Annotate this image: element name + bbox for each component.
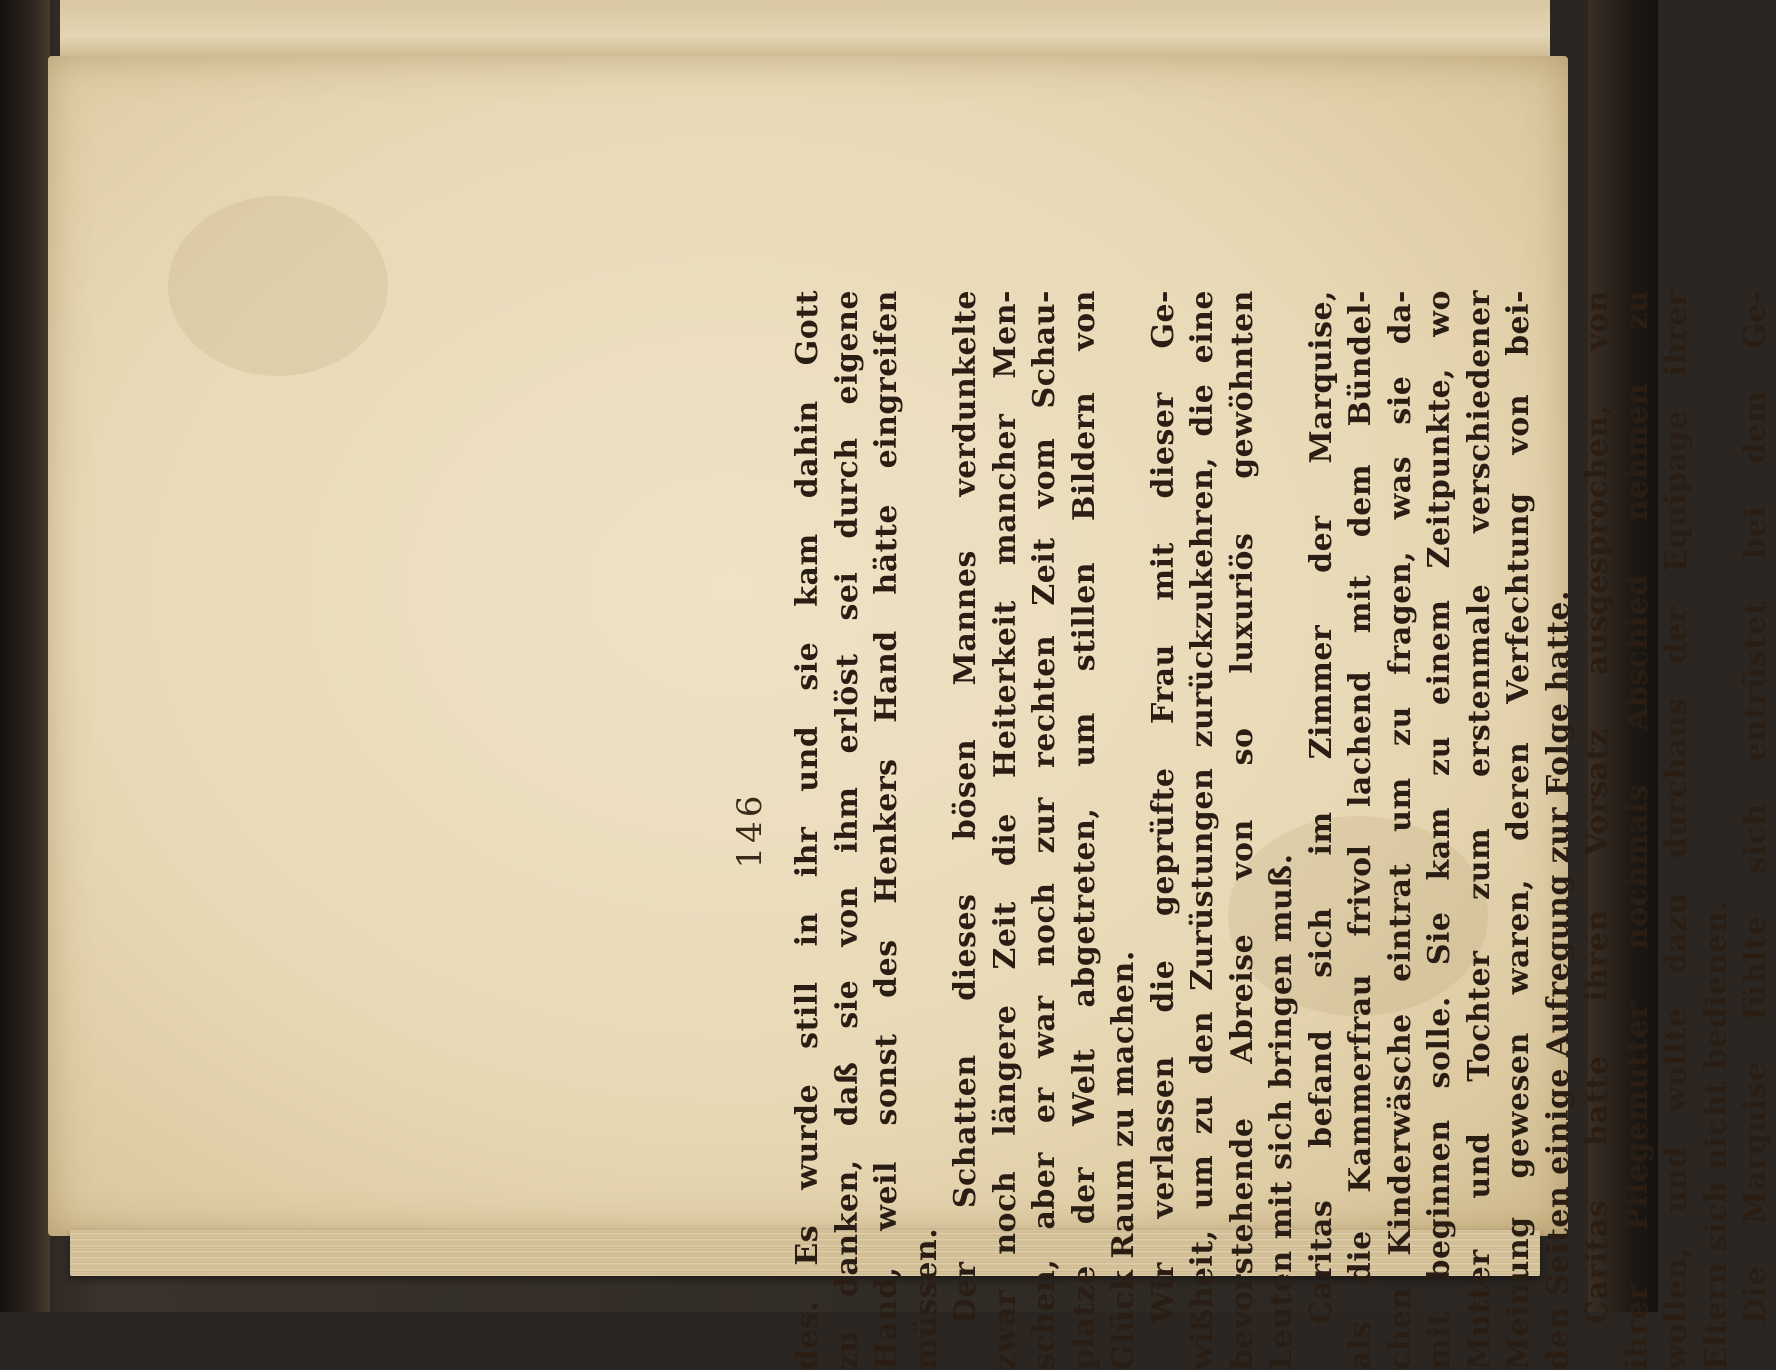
text-line: Caritas befand sich im Zimmer der Marquise, <box>1303 290 1339 1324</box>
text-lines <box>788 290 1776 1370</box>
rotated-text-block <box>730 290 1773 1370</box>
paper-stain <box>168 196 388 376</box>
text-line: Glück Raum zu machen. <box>1106 950 1141 1370</box>
text-line: schen, aber er war noch zur rechten Zeit vom Schau- <box>1027 290 1062 1370</box>
text-line: den Seiten einige Aufregung zur Folge hatte. <box>1540 590 1576 1370</box>
text-line: Caritas hatte ihren Vorsatz ausgesprochen, von <box>1580 290 1615 1324</box>
text-line: Meinung gewesen waren, deren Verfechtung von bei- <box>1501 290 1536 1370</box>
text-line: als die Kammerfrau frivol lachend mit dem Bündel- <box>1343 290 1378 1370</box>
text-line: Die Marquise fühlte sich entrüstet bei dem Ge- <box>1738 290 1773 1324</box>
text-line: chen Kinderwäsche eintrat um zu fragen, was sie da- <box>1382 290 1418 1370</box>
text-line: Der Schatten dieses bösen Mannes verdunkelte <box>948 290 983 1324</box>
text-line: des. Es wurde still in ihr und sie kam dahin Gott <box>790 290 825 1370</box>
text-line: müssen. <box>908 1227 944 1370</box>
text-line: wißheit, um zu den Zurüstungen zurückzukehren, die eine <box>1185 290 1220 1370</box>
text-line: ihrer Pflegemutter nochmals Abschied nehmen zu <box>1619 290 1655 1370</box>
text-line: zu danken, daß sie von ihm erlöst sei durch eigene <box>829 290 865 1370</box>
text-line: Mutter und Tochter zum erstenmale verschiedener <box>1461 290 1497 1370</box>
text-line: bevorstehende Abreise von so luxuriös gewöhnten <box>1224 290 1260 1370</box>
text-line: wollen, und wollte dazu durchaus der Equipage ihrer <box>1659 290 1694 1370</box>
book-binding <box>0 0 50 1312</box>
text-line: Eltern sich nicht bedienen. <box>1698 900 1734 1370</box>
text-line: Leuten mit sich bringen muß. <box>1264 853 1299 1370</box>
text-line: mit beginnen solle. Sie kam zu einem Zeitpunkte, wo <box>1422 290 1457 1370</box>
text-line: platze der Welt abgetreten, um stillen Bildern von <box>1066 290 1102 1370</box>
page-number: 146 <box>730 791 770 869</box>
text-line: zwar noch längere Zeit die Heiterkeit mancher Men- <box>987 290 1023 1370</box>
text-line: Hand, weil sonst des Henkers Hand hätte eingreifen <box>869 290 904 1370</box>
text-line: Wir verlassen die geprüfte Frau mit dieser Ge- <box>1145 290 1181 1324</box>
page-gutter <box>60 0 1550 62</box>
